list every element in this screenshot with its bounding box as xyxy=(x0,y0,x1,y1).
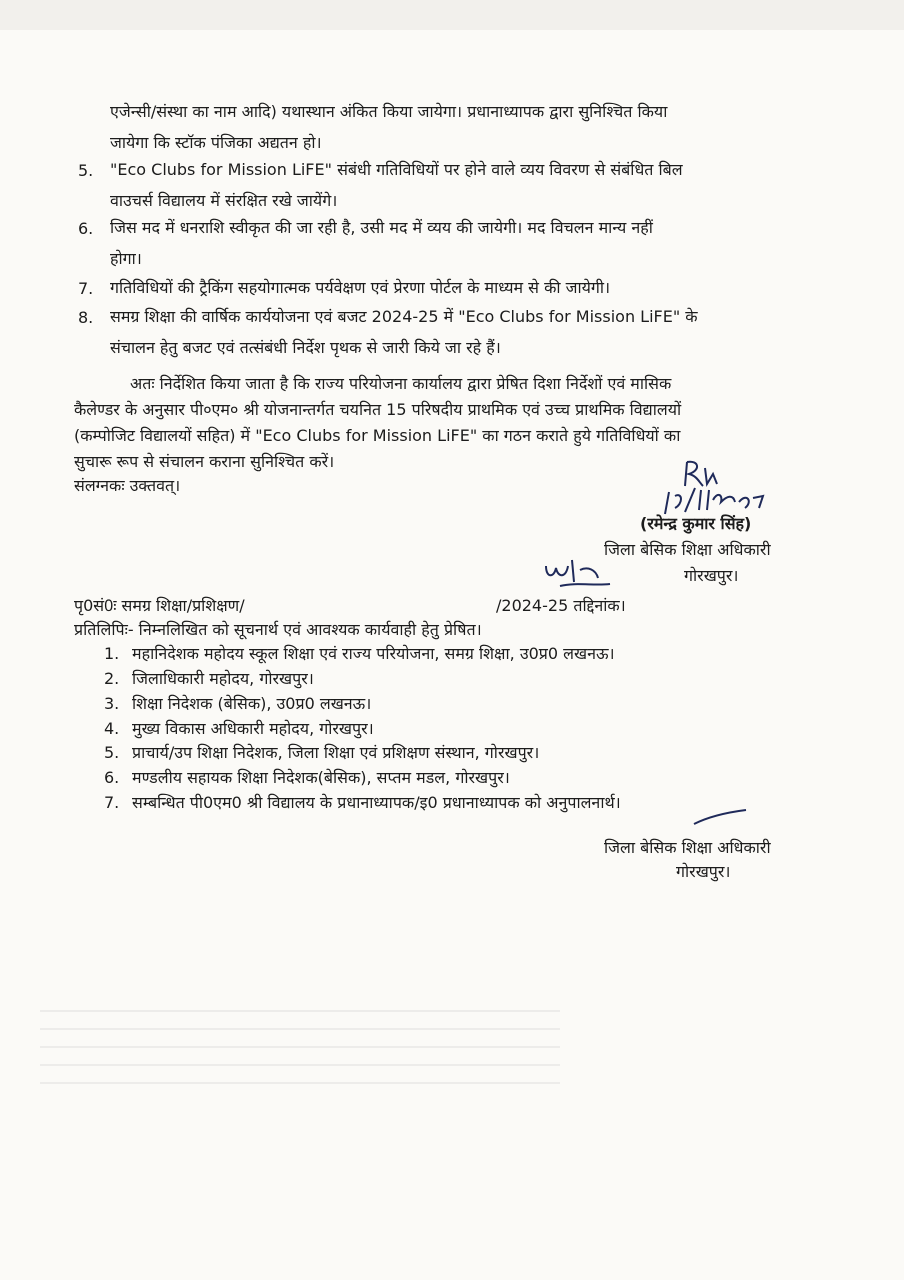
directive-line: कैलेण्डर के अनुसार पी०एम० श्री योजनान्तर्गत चयनित 15 परिषदीय प्राथमिक एवं उच्च प्राथमिक विद्यालयों xyxy=(74,400,682,419)
text-line: एजेन्सी/संस्था का नाम आदि) यथास्थान अंकित किया जायेगा। प्रधानाध्यापक द्वारा सुनिश्चित किया xyxy=(110,102,668,121)
signatory-place: गोरखपुर। xyxy=(676,862,731,881)
letter-number: पृ0सं0ः समग्र शिक्षा/प्रशिक्षण/ xyxy=(74,596,245,615)
bleed-through-texture xyxy=(40,1010,560,1100)
signatory-place: गोरखपुर। xyxy=(684,566,739,585)
recipient-number: 3. xyxy=(104,694,120,713)
recipient-number: 5. xyxy=(104,743,120,762)
item-number: 5. xyxy=(78,161,94,180)
recipient-text: जिलाधिकारी महोदय, गोरखपुर। xyxy=(132,669,314,688)
signatory-name: (रमेन्द्र कुमार सिंह) xyxy=(640,514,752,533)
text-line: संचालन हेतु बजट एवं तत्संबंधी निर्देश पृथक से जारी किये जा रहे हैं। xyxy=(110,338,501,357)
list-item xyxy=(110,212,850,274)
recipient-number: 4. xyxy=(104,719,120,738)
recipient-text: मुख्य विकास अधिकारी महोदय, गोरखपुर। xyxy=(132,719,374,738)
item-number: 7. xyxy=(78,279,94,298)
text-line: होगा। xyxy=(110,249,142,268)
text-line: वाउचर्स विद्यालय में संरक्षित रखे जायेंगे। xyxy=(110,191,338,210)
directive-line: (कम्पोजिट विद्यालयों सहित) में "Eco Clubs for Mission LiFE" का गठन कराते हुये गतिविधियों का xyxy=(74,426,681,445)
recipient-text: प्राचार्य/उप शिक्षा निदेशक, जिला शिक्षा एवं प्रशिक्षण संस्थान, गोरखपुर। xyxy=(132,743,540,762)
signatory-designation: जिला बेसिक शिक्षा अधिकारी xyxy=(604,540,771,559)
signatory-designation: जिला बेसिक शिक्षा अधिकारी xyxy=(604,838,771,857)
item-number: 6. xyxy=(78,219,94,238)
enclosure-note: संलग्नकः उक्तवत्। xyxy=(74,476,181,495)
text-line: गतिविधियों की ट्रैकिंग सहयोगात्मक पर्यवेक्षण एवं प्रेरणा पोर्टल के माध्यम से की जायेगी। xyxy=(110,278,611,297)
recipient-number: 7. xyxy=(104,793,120,812)
directive-line: सुचारू रूप से संचालन कराना सुनिश्चित करें। xyxy=(74,452,335,471)
list-item xyxy=(110,301,850,363)
initials-mark xyxy=(540,556,620,596)
recipient-text: मण्डलीय सहायक शिक्षा निदेशक(बेसिक), सप्तम मडल, गोरखपुर। xyxy=(132,768,510,787)
text-line: जायेगा कि स्टॉक पंजिका अद्यतन हो। xyxy=(110,133,322,152)
directive-line: अतः निर्देशित किया जाता है कि राज्य परियोजना कार्यालय द्वारा प्रेषित दिशा निर्देशों एवं मासिक xyxy=(130,374,672,393)
recipient-text: महानिदेशक महोदय स्कूल शिक्षा एवं राज्य परियोजना, समग्र शिक्षा, उ0प्र0 लखनऊ। xyxy=(132,644,615,663)
text-line: समग्र शिक्षा की वार्षिक कार्ययोजना एवं बजट 2024-25 में "Eco Clubs for Mission LiFE" के xyxy=(110,307,698,326)
letter-date: /2024-25 तद्दिनांक। xyxy=(496,596,626,615)
copy-intro: प्रतिलिपिः- निम्नलिखित को सूचनार्थ एवं आवश्यक कार्यवाही हेतु प्रेषित। xyxy=(74,620,482,639)
recipient-number: 1. xyxy=(104,644,120,663)
continuation-paragraph xyxy=(110,96,850,158)
pen-stroke-mark xyxy=(690,806,750,830)
recipient-number: 6. xyxy=(104,768,120,787)
list-item xyxy=(110,154,850,216)
text-line: "Eco Clubs for Mission LiFE" संबंधी गतिविधियों पर होने वाले व्यय विवरण से संबंधित बिल xyxy=(110,160,683,179)
list-item xyxy=(110,272,850,303)
recipient-text: शिक्षा निदेशक (बेसिक), उ0प्र0 लखनऊ। xyxy=(132,694,372,713)
item-number: 8. xyxy=(78,308,94,327)
recipient-number: 2. xyxy=(104,669,120,688)
text-line: जिस मद में धनराशि स्वीकृत की जा रही है, उसी मद में व्यय की जायेगी। मद विचलन मान्य नहीं xyxy=(110,218,653,237)
recipient-text: सम्बन्धित पी0एम0 श्री विद्यालय के प्रधानाध्यापक/इ0 प्रधानाध्यापक को अनुपालनार्थ। xyxy=(132,793,621,812)
